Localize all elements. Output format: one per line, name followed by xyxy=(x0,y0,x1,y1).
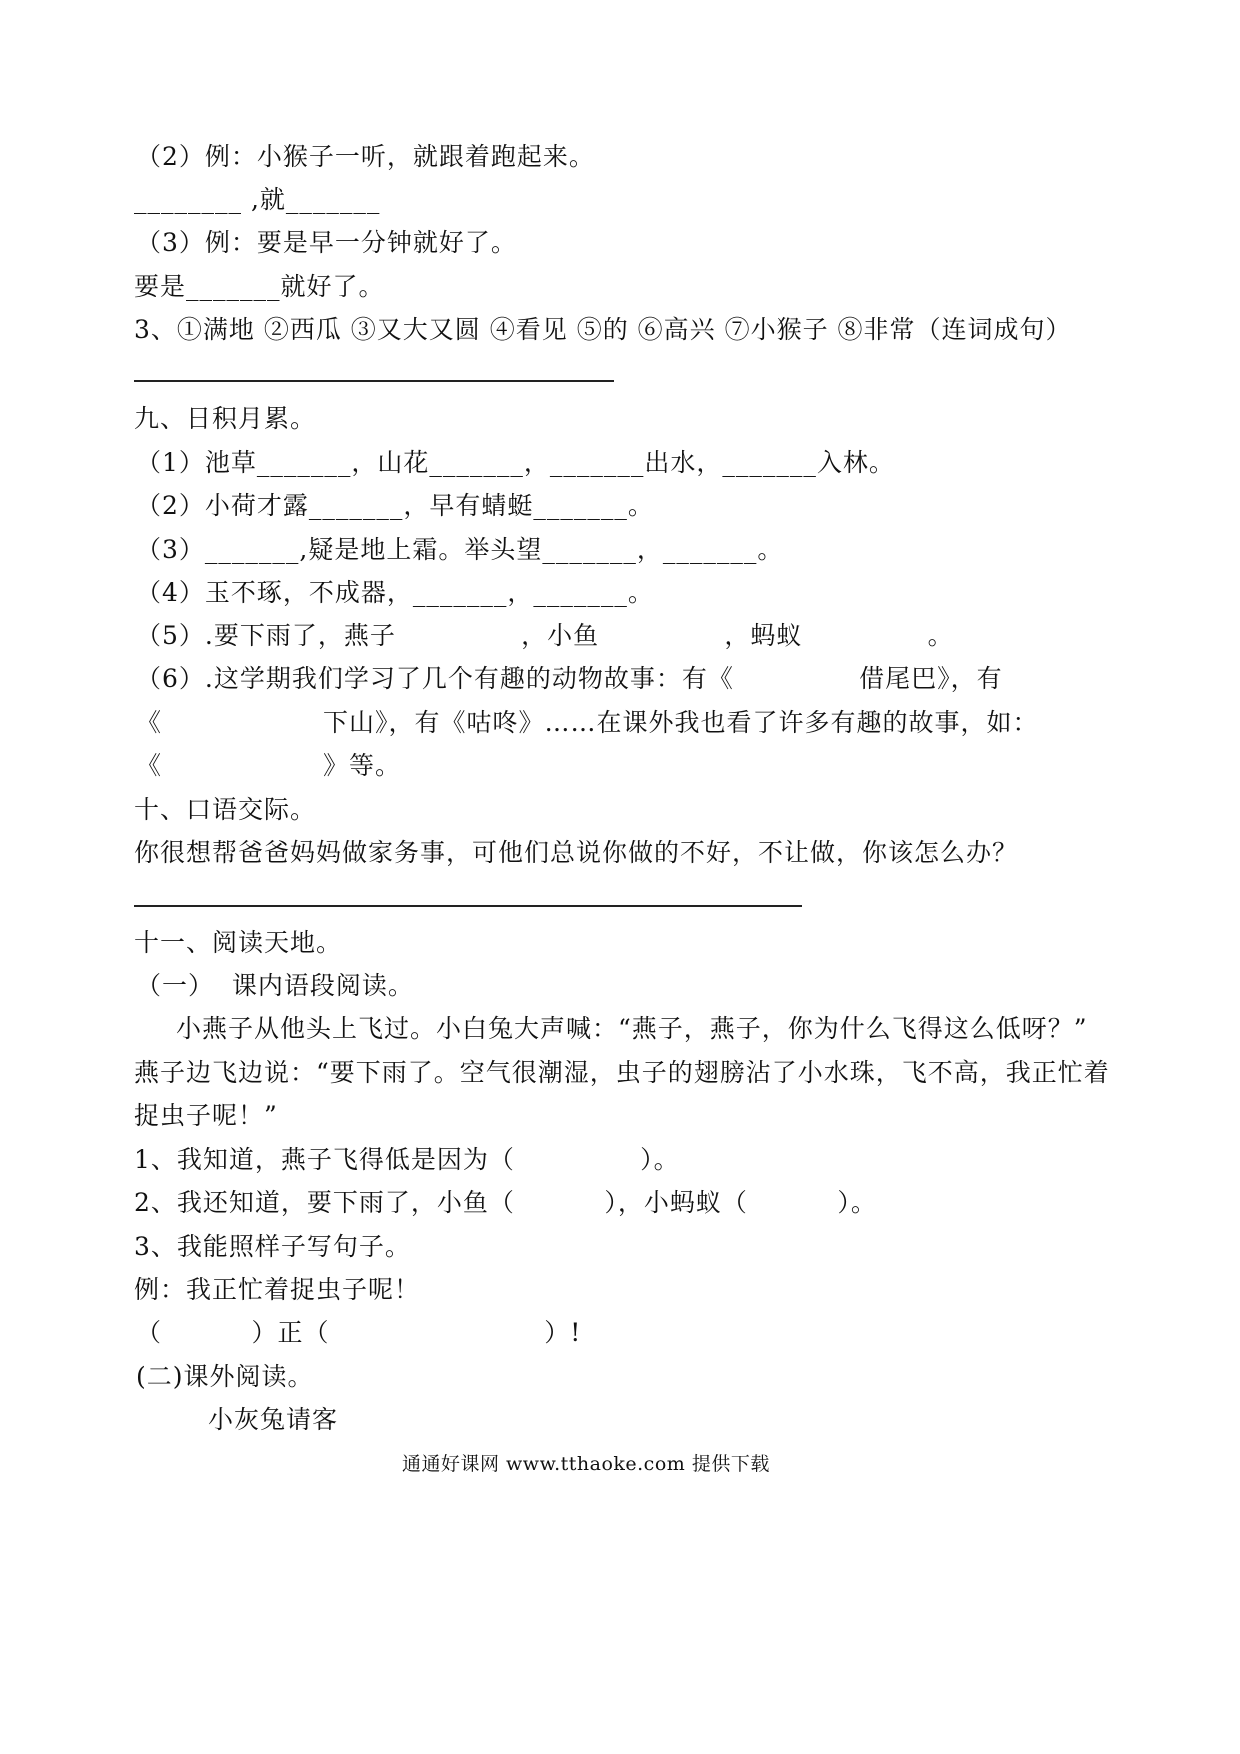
page-footer: 通通好课网 www.tthaoke.com 提供下载 xyxy=(402,1453,770,1475)
passage-line: 燕子边飞边说：“要下雨了。空气很潮湿，虫子的翅膀沾了小水珠，飞不高，我正忙着 xyxy=(134,1058,1110,1087)
story-line-6b: 《 下山》，有《咕咚》……在课外我也看了许多有趣的故事，如： xyxy=(136,708,1039,737)
sentence-blank-3: 要是_______就好了。 xyxy=(134,272,385,301)
poem-line-1: （1）池草_______，山花_______，_______出水，_______入林。 xyxy=(136,448,895,477)
sentence-example-3: （3）例：要是早一分钟就好了。 xyxy=(136,228,517,257)
reading-part-1-heading: （一） 课内语段阅读。 xyxy=(136,971,414,1000)
story-title: 小灰兔请客 xyxy=(208,1405,339,1434)
sentence-example-2: （2）例：小猴子一听，就跟着跑起来。 xyxy=(136,142,595,171)
poem-line-2: （2）小荷才露_______，早有蜻蜓_______。 xyxy=(136,491,654,520)
section-heading-9: 九、日积月累。 xyxy=(134,404,317,433)
sentence-blank-2: ________ ,就_______ xyxy=(134,185,381,214)
story-line-6a: （6）.这学期我们学习了几个有趣的动物故事：有《 借尾巴》，有 xyxy=(136,664,1003,693)
reading-question-2: 2、我还知道，要下雨了，小鱼（ ），小蚂蚁（ ）。 xyxy=(134,1188,877,1217)
passage-paragraph: 小燕子从他头上飞过。小白兔大声喊：“燕子，燕子，你为什么飞得这么低呀？” xyxy=(176,1014,1088,1043)
reading-question-1: 1、我知道，燕子飞得低是因为（ ）。 xyxy=(134,1145,680,1174)
fill-line-5: （5）.要下雨了，燕子 ，小鱼 ，蚂蚁 。 xyxy=(136,621,954,650)
proverb-line-4: （4）玉不琢，不成器，_______，_______。 xyxy=(136,578,654,607)
answer-line xyxy=(134,380,614,382)
story-line-6c: 《 》等。 xyxy=(136,751,402,780)
passage-line: 捉虫子呢！” xyxy=(134,1101,278,1130)
poem-line-3: （3）_______,疑是地上霜。举头望_______，_______。 xyxy=(136,535,784,564)
word-ordering-question: 3、①满地 ②西瓜 ③又大又圆 ④看见 ⑤的 ⑥高兴 ⑦小猴子 ⑧非常（连词成句） xyxy=(134,315,1072,344)
reading-answer-blank: （ ）正（ ）! xyxy=(136,1318,582,1347)
section-heading-11: 十一、阅读天地。 xyxy=(134,928,343,957)
reading-question-3: 3、我能照样子写句子。 xyxy=(134,1232,411,1261)
section-heading-10: 十、口语交际。 xyxy=(134,795,317,824)
reading-part-2-heading: (二)课外阅读。 xyxy=(136,1362,314,1391)
answer-line xyxy=(134,905,802,907)
speaking-prompt: 你很想帮爸爸妈妈做家务事，可他们总说你做的不好，不让做，你该怎么办？ xyxy=(134,838,1019,867)
reading-example: 例：我正忙着捉虫子呢！ xyxy=(134,1275,421,1304)
